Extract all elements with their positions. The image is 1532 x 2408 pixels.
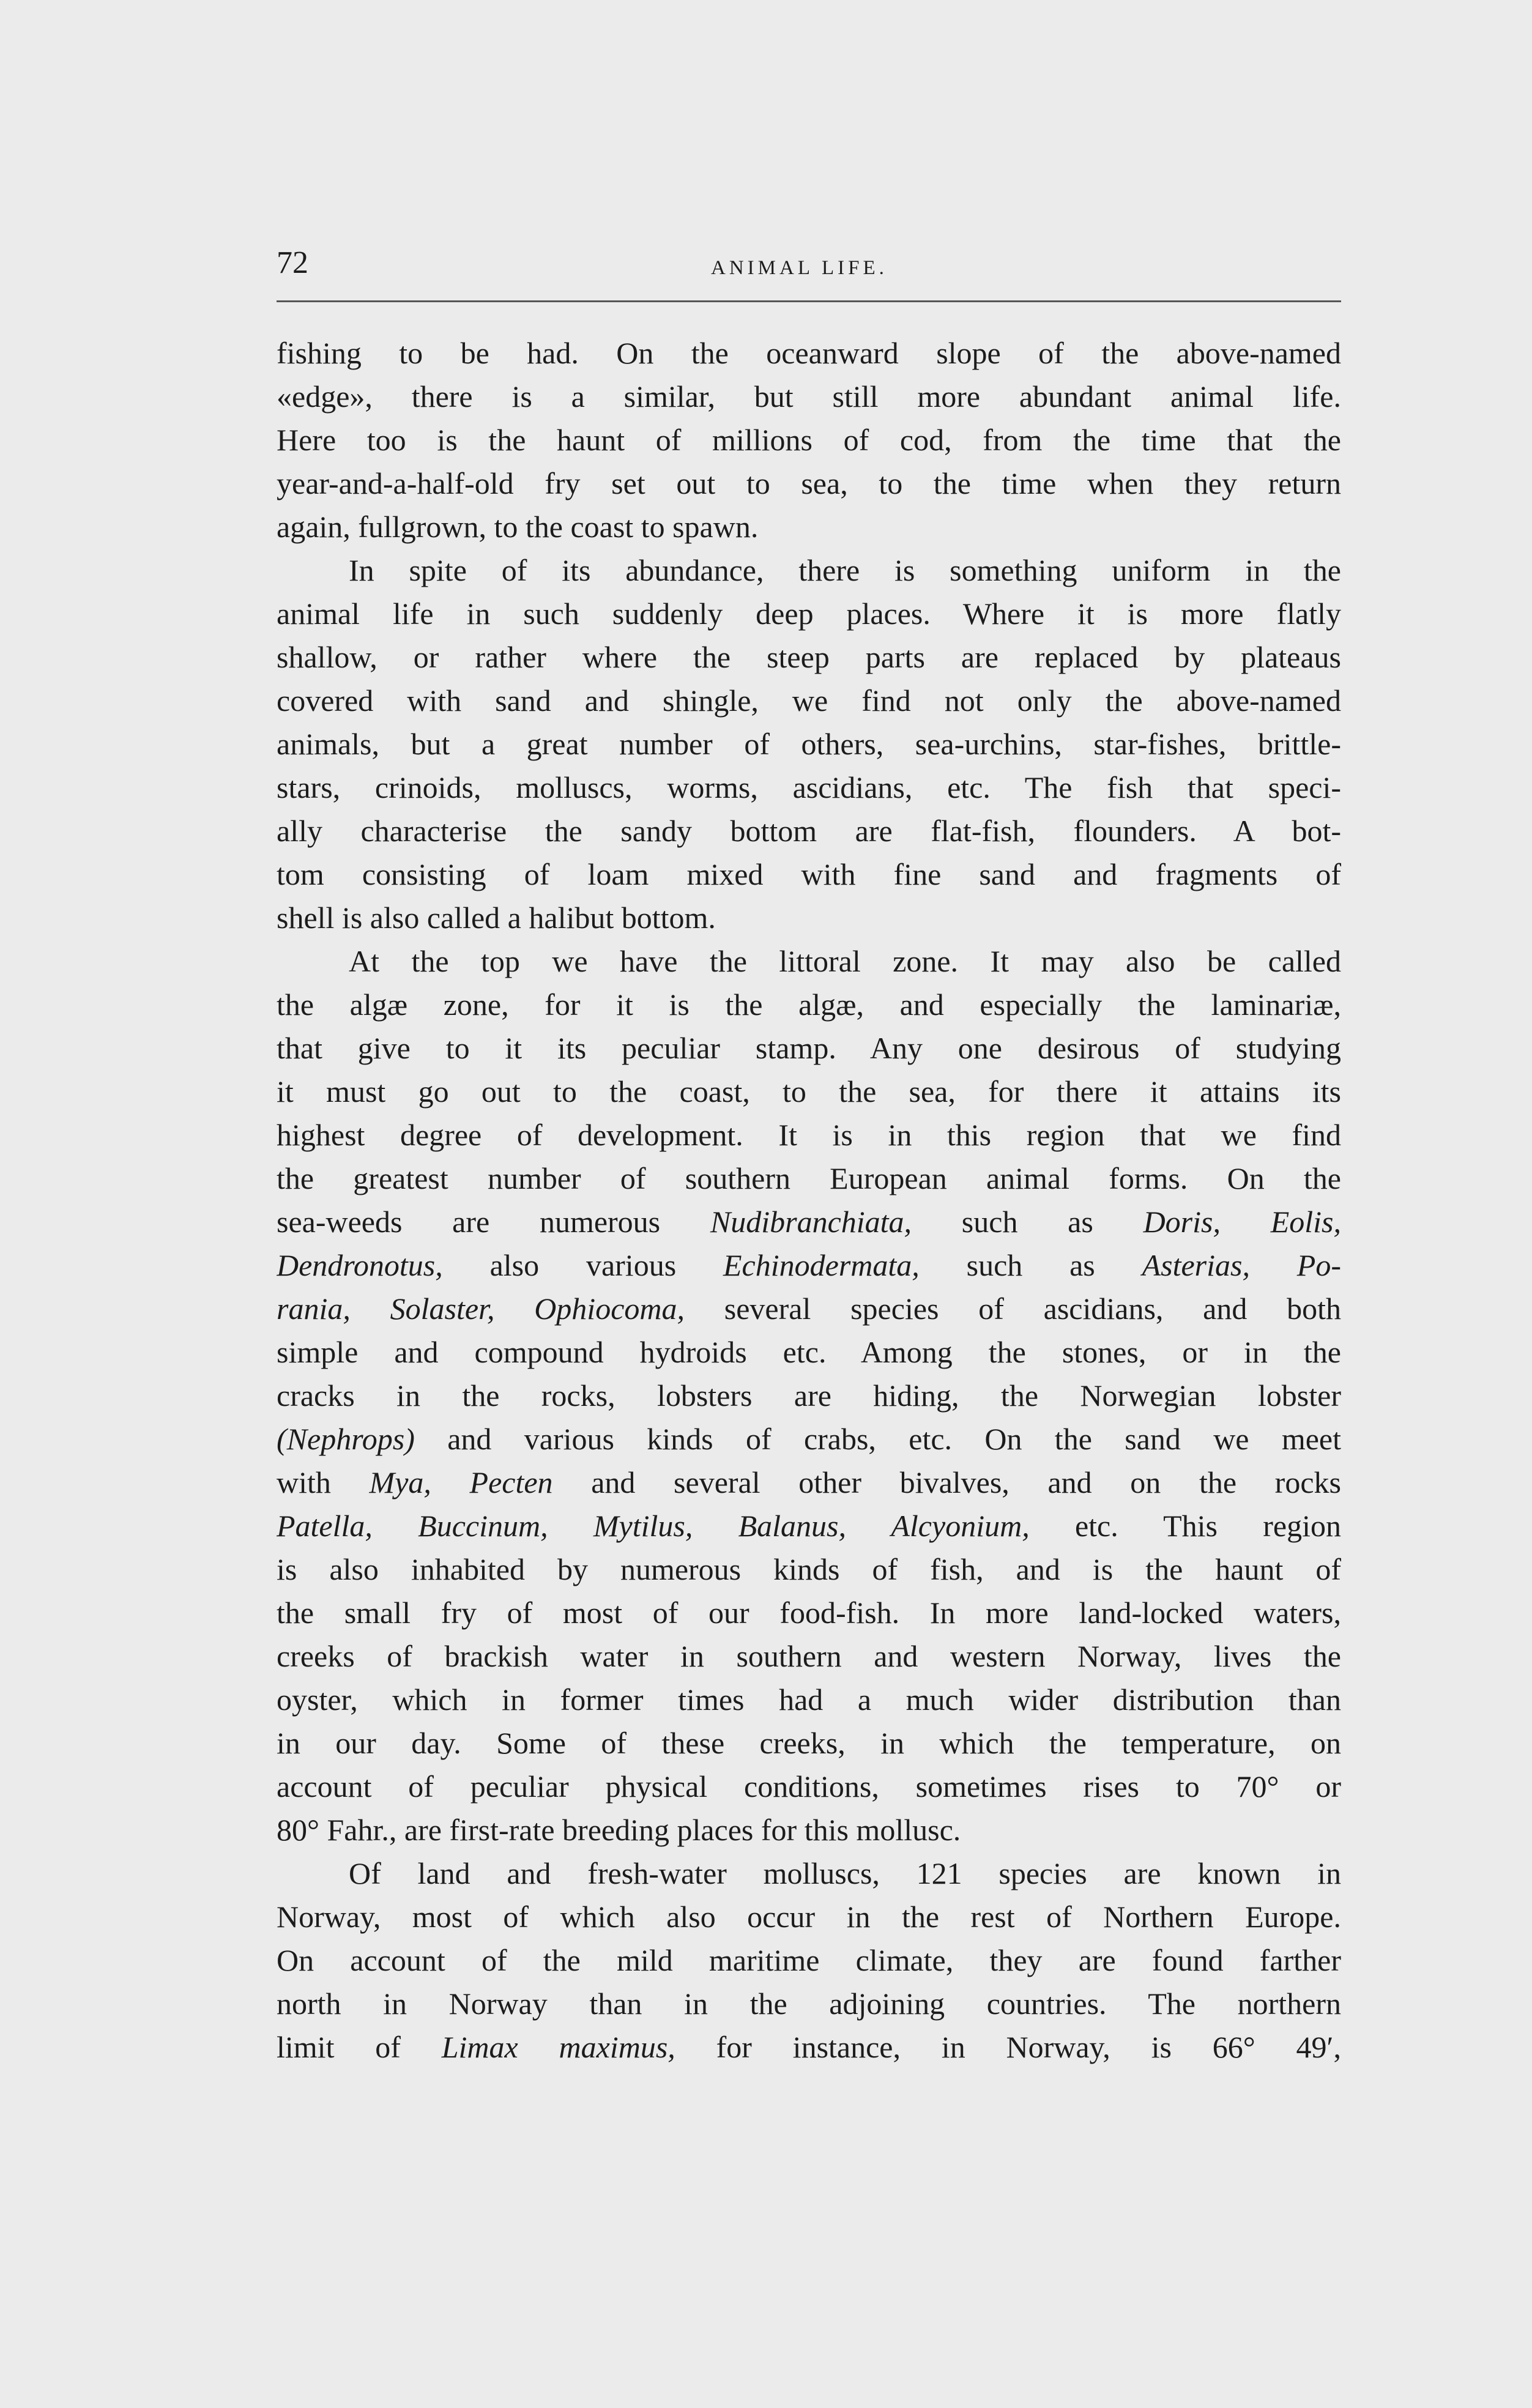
text-line: is also inhabited by numerous kinds of fish, and is the haunt of	[277, 1552, 1341, 1586]
text-line: Of land and fresh-water molluscs, 121 species are known in	[349, 1856, 1341, 1890]
text-line: tom consisting of loam mixed with fine sand and fragments of	[277, 857, 1341, 891]
text-line: In spite of its abundance, there is something uniform in the	[349, 553, 1341, 587]
body-text	[277, 332, 1341, 2069]
text-line: that give to it its peculiar stamp. Any one desirous of studying	[277, 1031, 1341, 1065]
text-line: On account of the mild maritime climate, they are found farther	[277, 1943, 1341, 1977]
text-line: covered with sand and shingle, we find not only the above-named	[277, 683, 1341, 718]
text-line: (Nephrops) and various kinds of crabs, etc. On the sand we meet	[277, 1422, 1341, 1456]
text-line: Patella, Buccinum, Mytilus, Balanus, Alcyonium, etc. This region	[277, 1509, 1341, 1543]
text-line: with Mya, Pecten and several other bivalves, and on the rocks	[277, 1465, 1341, 1499]
text-line: sea-weeds are numerous Nudibranchiata, such as Doris, Eolis,	[277, 1205, 1341, 1239]
text-line: rania, Solaster, Ophiocoma, several species of ascidians, and both	[277, 1291, 1341, 1326]
text-line: fishing to be had. On the oceanward slope of the above-named	[277, 336, 1341, 370]
text-line: 80° Fahr., are first-rate breeding places for this mollusc.	[277, 1813, 961, 1847]
text-line: the algæ zone, for it is the algæ, and especially the laminariæ,	[277, 987, 1341, 1022]
header-rule	[277, 300, 1341, 302]
text-line: simple and compound hydroids etc. Among the stones, or in the	[277, 1335, 1341, 1369]
text-line: creeks of brackish water in southern and western Norway, lives the	[277, 1639, 1341, 1673]
text-line: shallow, or rather where the steep parts are replaced by plateaus	[277, 640, 1341, 674]
text-line: year-and-a-half-old fry set out to sea, to the time when they return	[277, 466, 1341, 500]
text-line: Here too is the haunt of millions of cod, from the time that the	[277, 423, 1341, 457]
text-line: again, fullgrown, to the coast to spawn.	[277, 510, 759, 544]
text-line: highest degree of development. It is in this region that we find	[277, 1118, 1341, 1152]
text-line: cracks in the rocks, lobsters are hiding, the Norwegian lobster	[277, 1378, 1341, 1413]
text-line: Norway, most of which also occur in the rest of Northern Europe.	[277, 1900, 1341, 1934]
text-line: it must go out to the coast, to the sea, for there it attains its	[277, 1074, 1341, 1109]
text-line: the greatest number of southern European animal forms. On the	[277, 1161, 1341, 1195]
text-line: animals, but a great number of others, sea-urchins, star-fishes, brittle-	[277, 727, 1341, 761]
text-line: north in Norway than in the adjoining countries. The northern	[277, 1986, 1341, 2021]
text-line: «edge», there is a similar, but still more abundant animal life.	[277, 379, 1341, 414]
running-head: ANIMAL LIFE.	[711, 257, 888, 279]
text-line: the small fry of most of our food-fish. In more land-locked waters,	[277, 1596, 1341, 1630]
page-header	[277, 245, 1341, 300]
text-line: shell is also called a halibut bottom.	[277, 901, 716, 935]
text-line: Dendronotus, also various Echinodermata, such as Asterias, Po-	[277, 1248, 1341, 1282]
text-line: limit of Limax maximus, for instance, in Norway, is 66° 49′,	[277, 2030, 1341, 2064]
page-number: 72	[277, 245, 308, 280]
text-line: in our day. Some of these creeks, in which the temperature, on	[277, 1726, 1341, 1760]
text-line: oyster, which in former times had a much wider distribution than	[277, 1682, 1341, 1717]
text-line: ally characterise the sandy bottom are flat-fish, flounders. A bot-	[277, 814, 1341, 848]
text-line: At the top we have the littoral zone. It may also be called	[349, 944, 1341, 978]
text-line: account of peculiar physical conditions, sometimes rises to 70° or	[277, 1769, 1341, 1804]
text-line: stars, crinoids, molluscs, worms, ascidians, etc. The fish that speci-	[277, 770, 1341, 805]
text-line: animal life in such suddenly deep places. Where it is more flatly	[277, 596, 1341, 631]
